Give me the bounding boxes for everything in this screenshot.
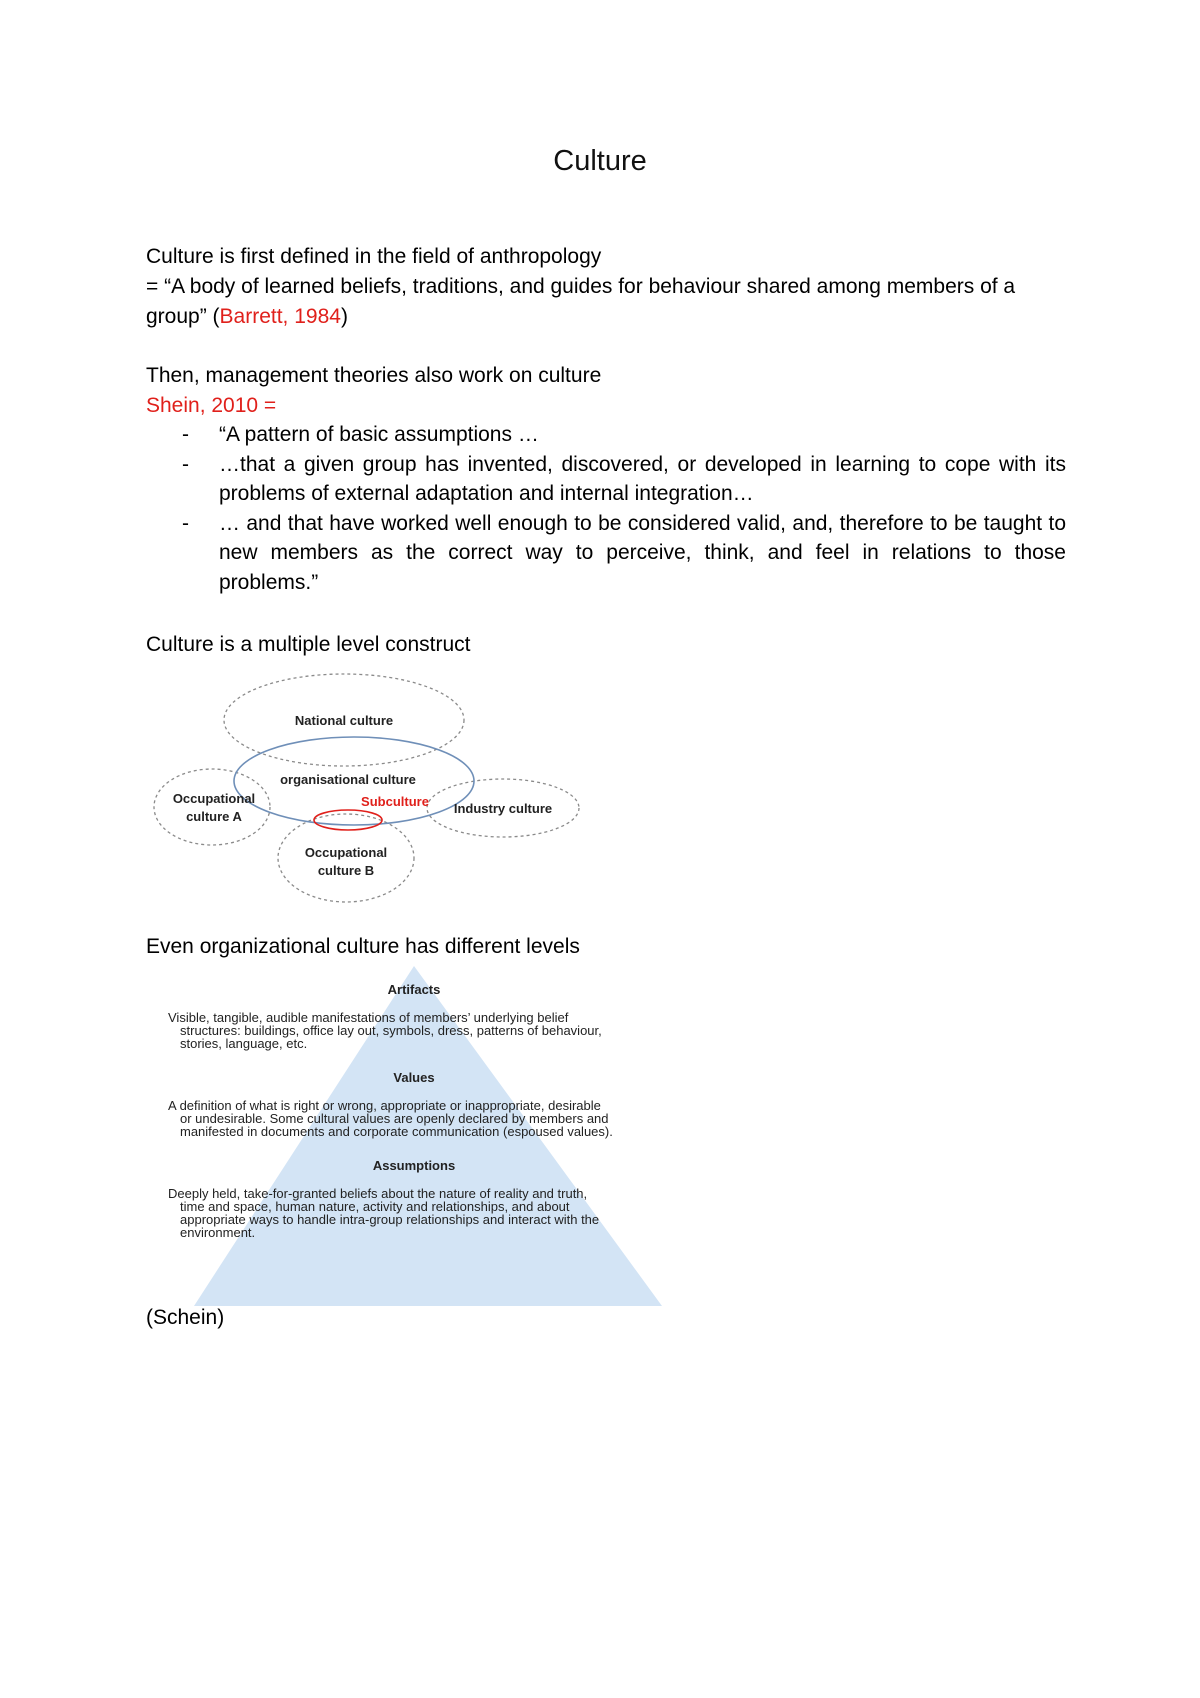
org-levels-heading: Even organizational culture has different levels	[146, 935, 580, 958]
artifacts-title: Artifacts	[387, 982, 441, 997]
culture-levels-diagram	[150, 668, 590, 908]
subculture-ellipse	[314, 810, 382, 830]
intro-quote	[146, 272, 1066, 331]
intro-quote-text: = “A body of learned beliefs, traditions, and guides for behaviour shared among members of a group” (	[146, 275, 1016, 328]
occupational-b-label-1: Occupational	[304, 845, 388, 860]
artifacts-line: structures: buildings, office lay out, symbols, dress, patterns of behaviour,	[180, 1023, 602, 1038]
management-line: Then, management theories also work on culture	[146, 364, 602, 387]
bullet-text: “A pattern of basic assumptions …	[219, 423, 539, 446]
schein-source: (Schein)	[146, 1306, 225, 1329]
list-item	[146, 420, 1066, 450]
values-line: A definition of what is right or wrong, appropriate or inappropriate, desirable	[168, 1098, 601, 1113]
dash-bullet: -	[182, 452, 189, 476]
values-title: Values	[393, 1070, 435, 1085]
assumptions-line: appropriate ways to handle intra-group relationships and interact with the	[180, 1212, 600, 1227]
values-line: manifested in documents and corporate communication (espoused values).	[180, 1124, 613, 1139]
intro-quote-end: )	[340, 304, 348, 328]
list-item	[146, 509, 1066, 598]
levels-heading: Culture is a multiple level construct	[146, 633, 471, 656]
bullet-text: … and that have worked well enough to be considered valid, and, therefore to be taught to new members as the correct way to perceive, think, and feel in relations to those problems.”	[219, 511, 1066, 594]
page-title: Culture	[553, 145, 647, 177]
intro-line: Culture is first defined in the field of anthropology	[146, 245, 602, 268]
values-line: or undesirable. Some cultural values are openly declared by members and	[180, 1111, 609, 1126]
occupational-b-label-2: culture B	[317, 863, 375, 878]
subculture-label: Subculture	[361, 794, 429, 809]
shein-citation: Shein, 2010 =	[146, 394, 277, 417]
national-culture-label: National culture	[294, 713, 394, 728]
schein-definition-list	[146, 420, 1066, 597]
assumptions-line: environment.	[180, 1225, 256, 1240]
dash-bullet: -	[182, 511, 189, 535]
organisational-culture-label: organisational culture	[280, 772, 416, 787]
dash-bullet: -	[182, 423, 189, 446]
occupational-a-label-2: culture A	[186, 809, 242, 824]
artifacts-line: stories, language, etc.	[180, 1036, 308, 1051]
list-item	[146, 450, 1066, 509]
assumptions-title: Assumptions	[372, 1158, 456, 1173]
industry-culture-label: Industry culture	[453, 801, 553, 816]
assumptions-line: Deeply held, take-for-granted beliefs about the nature of reality and truth,	[168, 1186, 588, 1201]
assumptions-line: time and space, human nature, activity and relationships, and about	[180, 1199, 570, 1214]
occupational-a-ellipse	[154, 769, 270, 845]
schein-pyramid-diagram	[148, 960, 698, 1312]
artifacts-line: Visible, tangible, audible manifestations of members’ underlying belief	[168, 1010, 569, 1025]
bullet-text: …that a given group has invented, discovered, or developed in learning to cope with its problems of external adaptation and internal integration…	[219, 452, 1066, 505]
barrett-citation: Barrett, 1984	[219, 304, 341, 328]
occupational-a-label-1: Occupational	[172, 791, 256, 806]
